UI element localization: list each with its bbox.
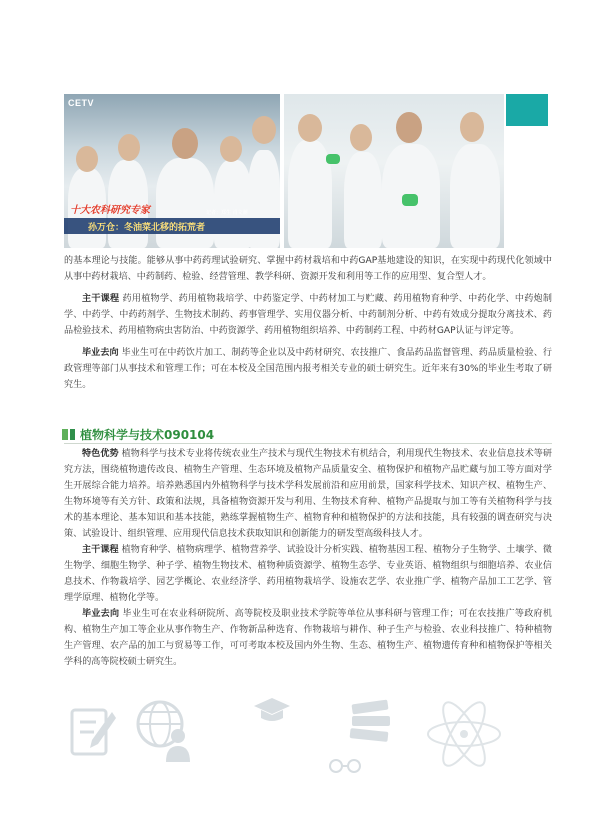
channel-logo: CETV — [68, 98, 95, 108]
heading-square-icon — [62, 429, 68, 440]
graduation-cap-icon — [252, 696, 292, 726]
photo-strip — [64, 94, 504, 248]
heading-square-icon — [70, 429, 75, 440]
divider — [64, 443, 552, 444]
decorative-icons — [60, 694, 560, 794]
section1-body — [64, 253, 552, 393]
caption-bar — [64, 218, 280, 234]
courses-text: 植物育种学、植物病理学、植物营养学、试验设计分析实践、植物基因工程、植物分子生物学、土壤学、微生物学、细胞生物学、种子学、植物生物技术、植物种质资源学、植物生态学、专业英语、植物组织与细胞培养、农业信息技术、作物栽培学、园艺学概论、农业经济学、药用植物栽培学、设施农艺学、农业推广学、植物产品加工工艺学、管理学原理、植物化学等。 — [64, 545, 552, 603]
section-title: 植物科学与技术090104 — [80, 427, 215, 442]
glasses-icon — [328, 758, 362, 774]
caption-name: 孙万仓：冬油菜北移的拓荒者 — [88, 223, 206, 233]
career-text: 毕业生可在农业科研院所、高等院校及职业技术学院等单位从事科研与管理工作；可在农技推广等政府机构、植物生产加工等企业从事作物生产、作物新品种选育、作物栽培与耕作、种子生产与检验、农业科技推广、特种植物生产管理、农产品的加工与贸易等工作，可可考取本校及国内外生物、生态、植物生产、植物遗传育种和植物保护等相关学科的高等院校硕士研究生。 — [64, 609, 552, 667]
feature-text: 植物科学与技术专业将传统农业生产技术与现代生物技术有机结合，利用现代生物技术、农业信息技术等研究方法，围绕植物遗传改良、植物生产管理、生态环境及植物产品质量安全、植物保护和植物产品贮藏与加工等方面对学生开展综合能力培养。培养熟悉国内外植物科学与技术学科发展前沿和应用前景，国家科学技术、知识产权、植物生产、生物环境等有关方针、政策和法规，具备植物资源开发与利用、生物技术育种、植物产品提取与加工等有关植物科学与技术的基本理论、基本知识和基本技能，熟练掌握植物生产、植物育种和植物保护的方法和技能，具有较强的调查研究与决策、试验设计、组织管理、应用现代信息技术获取知识和创新能力的研发型高级科技人才。 — [64, 449, 552, 539]
career-label: 毕业去向 — [82, 348, 119, 358]
career-label: 毕业去向 — [82, 609, 120, 619]
career-paragraph — [64, 606, 552, 670]
caption-title: 十大农科研究专家 — [70, 205, 150, 216]
lab-photo — [284, 94, 504, 248]
intro-paragraph: 的基本理论与技能。能够从事中药药理试验研究、掌握中药材栽培和中药GAP基地建设的知识，在实现中药现代化领域中从事中药材栽培、中药制药、检验、经营管理、教学科研、资源开发和利用等工作的应用型、复合型人才。 — [64, 256, 552, 282]
courses-text: 药用植物学、药用植物栽培学、中药鉴定学、中药材加工与贮藏、药用植物育种学、中药化学、中药炮制学、中药学、中药药剂学、生物技术制药、药事管理学、实用仪器分析、中药制剂分析、中药有效成分提取分离技术、药品检验技术、药用植物病虫害防治、中药资源学、药用植物组织培养、中药制药工程、中药材GAP认证与评定等。 — [64, 294, 552, 336]
news-photo — [64, 94, 280, 248]
notebook-pen-icon — [68, 704, 118, 760]
globe-person-icon — [134, 698, 194, 764]
section-heading — [62, 426, 214, 442]
atom-icon — [424, 694, 504, 774]
courses-paragraph — [64, 291, 552, 339]
courses-paragraph — [64, 542, 552, 606]
courses-label: 主干课程 — [82, 545, 119, 555]
books-stack-icon — [348, 698, 394, 750]
career-paragraph — [64, 345, 552, 393]
top-band — [0, 0, 600, 20]
section2-body — [64, 446, 552, 670]
feature-paragraph — [64, 446, 552, 542]
caption-credit: 记者：郑生 肖文潮 — [206, 210, 248, 216]
career-text: 毕业生可在中药饮片加工、制药等企业以及中药材研究、农技推广、食品药品监督管理、药品质量检验、行政管理等部门从事技术和管理工作；可在本校及全国范围内报考相关专业的硕士研究生。近年来有30%的毕业生考取了研究生。 — [64, 348, 552, 390]
accent-block — [506, 94, 548, 126]
courses-label: 主干课程 — [82, 294, 120, 304]
feature-label: 特色优势 — [82, 449, 119, 459]
